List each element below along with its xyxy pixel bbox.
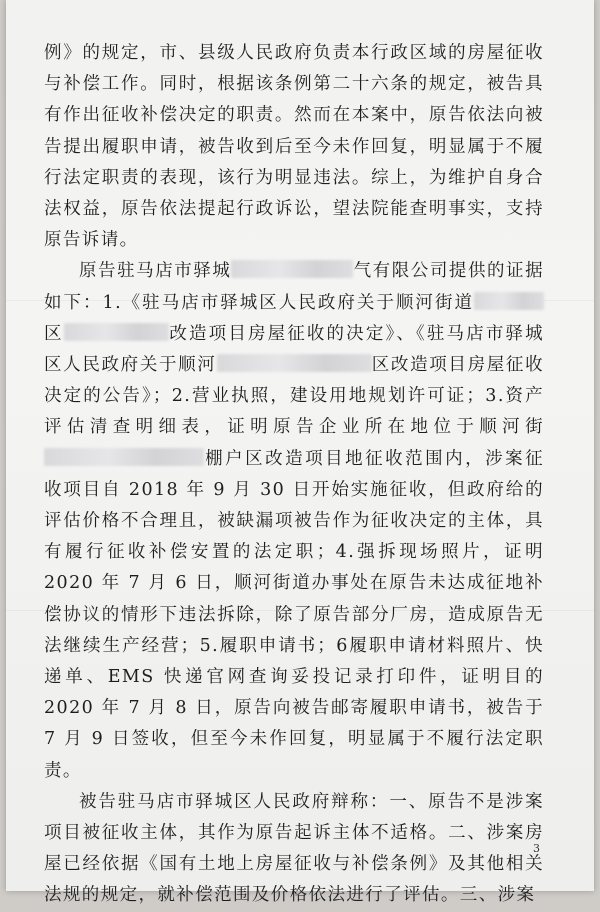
redacted-text (474, 292, 544, 310)
paragraph-text: 区改造项目房屋征收决定的公告》；2.营业执照，建设用地规划许可证；3.资产评估清查明细表，证明原告企业所在地位于顺河街 (44, 355, 544, 438)
paragraph-text: 气有限公司提供的证据如下：1.《驻马店市驿城区人民政府关于顺河街道 (44, 261, 545, 313)
paragraph-text: 例》的规定，市、县级人民政府负责本行政区域的房屋征收与补偿工作。同时，根据该条例第二十六条的规定，被告具有作出征收补偿决定的职责。然而在本案中，原告依法向被告提出履职申请，被告收到后至今未作回复，明显属于不履行法定职责的表现，该行为明显违法。综上，为维护自身合法权益，原告依法提起行政诉讼，望法院能查明事实，支持原告诉请。 (44, 43, 544, 251)
page-number: 3 (533, 842, 540, 855)
redacted-text (44, 448, 204, 466)
paragraph-text: 区 (44, 323, 64, 344)
paragraph-text: 棚户区改造项目地征收范围内，涉案征收项目自 2018 年 9 月 30 日开始实施征收，但政府给的评估价格不合理且，被缺漏项被告作为征收决定的主体，具有履行征收补偿安置的法定职；4.强拆现场照片，证明 2020 年 7 月 6 日，顺河街道办事处在原告未达成征地补偿协议的情形下违法拆除，除了原告部分厂房，造成原告无法继续生产经营；5.履职申请书；6履职申请材料照片、快递单、EMS 快递官网查询妥投记录打印件，证明目的 2020 年 7 月 8 日，原告向被告邮寄履职申请书，被告于 7 月 9 日签收，但至今未作回复，明显属于不履行法定职责。 (44, 448, 544, 781)
redacted-text (231, 260, 353, 278)
paragraph-plaintiff-evidence (44, 256, 544, 786)
redacted-text (217, 354, 372, 372)
paragraph-text: 原告驻马店市驿城 (79, 261, 232, 282)
redacted-text (64, 323, 169, 341)
paragraph-text: 被告驻马店市驿城区人民政府辩称：一、原告不是涉案项目被征收主体，其作为原告起诉主体不适格。二、涉案房屋已经依据《国有土地上房屋征收与补偿条例》及其他相关法规的规定，就补偿范围及价格依法进行了评估。三、涉案 (44, 791, 544, 906)
paragraph-defendant-argument (44, 787, 544, 912)
paragraph-plaintiff-argument (44, 38, 544, 256)
paragraph-text: 改造项目房屋征收的决定》、《驻马店市驿城区人民政府关于顺河 (44, 323, 545, 376)
document-page (6, 0, 594, 906)
document-body (44, 38, 544, 912)
